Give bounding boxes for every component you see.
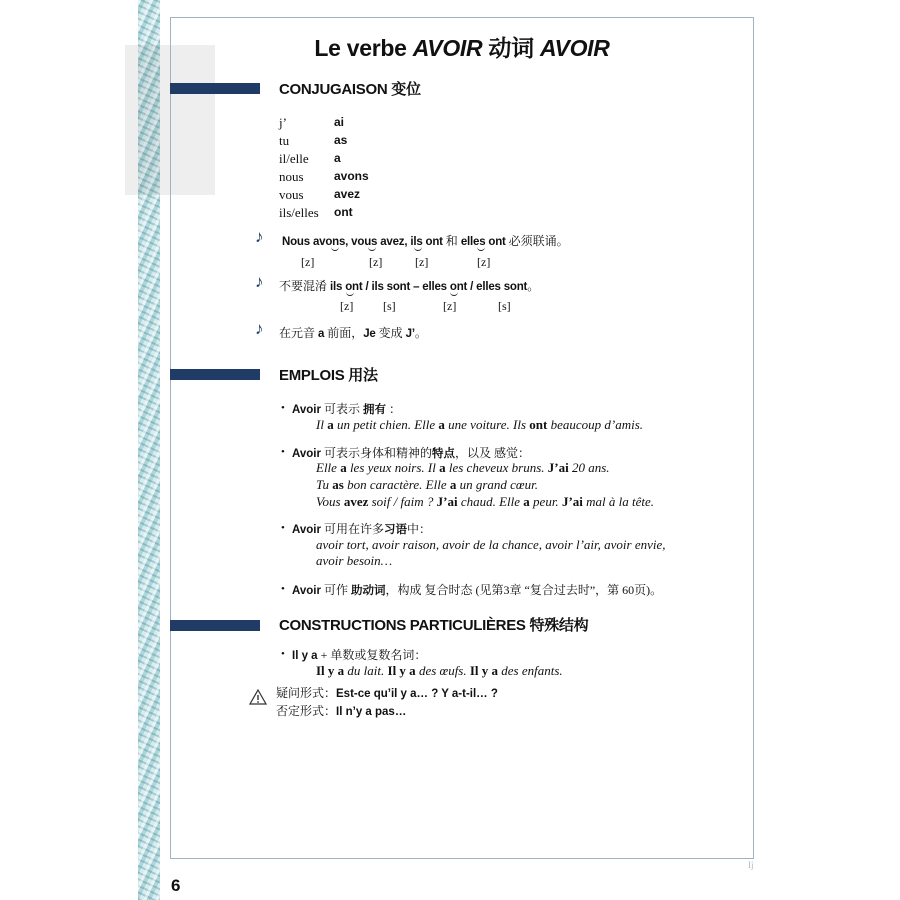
music-note-icon: ♪: [255, 227, 264, 246]
bullet: •: [281, 446, 285, 458]
usage-lead: Il y a + 单数或复数名词：: [292, 648, 427, 662]
phonetic-label: [s]: [498, 299, 511, 313]
conj-pronoun: tu: [279, 133, 290, 148]
page-frame: [170, 17, 754, 859]
phonetic-label: [z]: [369, 255, 383, 269]
example-line: Tu as bon caractère. Elle a un grand cœur.: [316, 477, 538, 492]
section-bar-emplois: [170, 369, 260, 380]
phonetic-label: [z]: [415, 255, 429, 269]
phonetic-label: [s]: [383, 299, 396, 313]
usage-lead: Avoir 可用在许多习语中：: [292, 522, 432, 536]
bullet: •: [281, 402, 285, 414]
example-line: avoir besoin…: [316, 553, 393, 568]
bullet: •: [281, 648, 285, 660]
conj-pronoun: nous: [279, 169, 304, 184]
phonetic-label: [z]: [477, 255, 491, 269]
warning-triangle-icon: [249, 689, 267, 705]
phonetic-label: [z]: [443, 299, 457, 313]
conj-pronoun: j’: [279, 115, 287, 130]
heading-emplois: EMPLOIS 用法: [279, 367, 378, 384]
conj-verb: avons: [334, 169, 369, 183]
bullet: •: [281, 522, 285, 534]
conj-verb: ai: [334, 115, 345, 129]
note-elision: 在元音 a 前面，Je 变成 J’。: [279, 326, 427, 340]
page-title: Le verbe AVOIR 动词 AVOIR: [314, 35, 610, 61]
phonetic-label: [z]: [301, 255, 315, 269]
conj-verb: as: [334, 133, 348, 147]
usage-lead: Avoir 可作 助动词，构成 复合时态 (见第3章 “复合过去时”，第 60页)。: [292, 583, 663, 597]
example-line: Il a un petit chien. Elle a une voiture. Ils ont beaucoup d’amis.: [316, 417, 644, 432]
usage-lead: Avoir 可表示 拥有 ：: [292, 402, 402, 416]
heading-constructions: CONSTRUCTIONS PARTICULIÈRES 特殊结构: [279, 617, 589, 634]
corner-mark: Ij: [748, 860, 754, 870]
usage-lead: Avoir 可表示身体和精神的特点，以及 感觉：: [292, 446, 531, 460]
example-line: Vous avez soif / faim ? J’ai chaud. Elle a peur. J’ai mal à la tête.: [316, 494, 655, 509]
conj-verb: ont: [334, 205, 353, 219]
music-note-icon: ♪: [255, 272, 264, 291]
conj-pronoun: vous: [279, 187, 304, 202]
section-bar-conjugaison: [170, 83, 260, 94]
note-confusion: 不要混淆 ils ont / ils sont – elles ont / elles sont。: [279, 279, 540, 293]
conj-verb: avez: [334, 187, 361, 201]
example-line: Il y a du lait. Il y a des œufs. Il y a des enfants.: [316, 663, 563, 678]
example-line: avoir tort, avoir raison, avoir de la chance, avoir l’air, avoir envie,: [316, 537, 666, 552]
heading-conjugaison: CONJUGAISON 变位: [279, 81, 421, 98]
conj-pronoun: ils/elles: [279, 205, 319, 220]
music-note-icon: ♪: [255, 319, 264, 338]
conj-pronoun: il/elle: [279, 151, 309, 166]
example-line: Elle a les yeux noirs. Il a les cheveux bruns. J’ai 20 ans.: [316, 460, 610, 475]
conj-verb: a: [334, 151, 341, 165]
page-number: 6: [171, 876, 181, 895]
note-liaison: Nous avons, vous avez, ils ont 和 elles ont 必须联诵。: [282, 234, 569, 248]
warning-negative: 否定形式：Il n’y a pas…: [276, 704, 407, 718]
bullet: •: [281, 583, 285, 595]
section-bar-constructions: [170, 620, 260, 631]
warning-interrogative: 疑问形式：Est-ce qu’il y a… ? Y a-t-il… ?: [276, 686, 498, 700]
phonetic-label: [z]: [340, 299, 354, 313]
